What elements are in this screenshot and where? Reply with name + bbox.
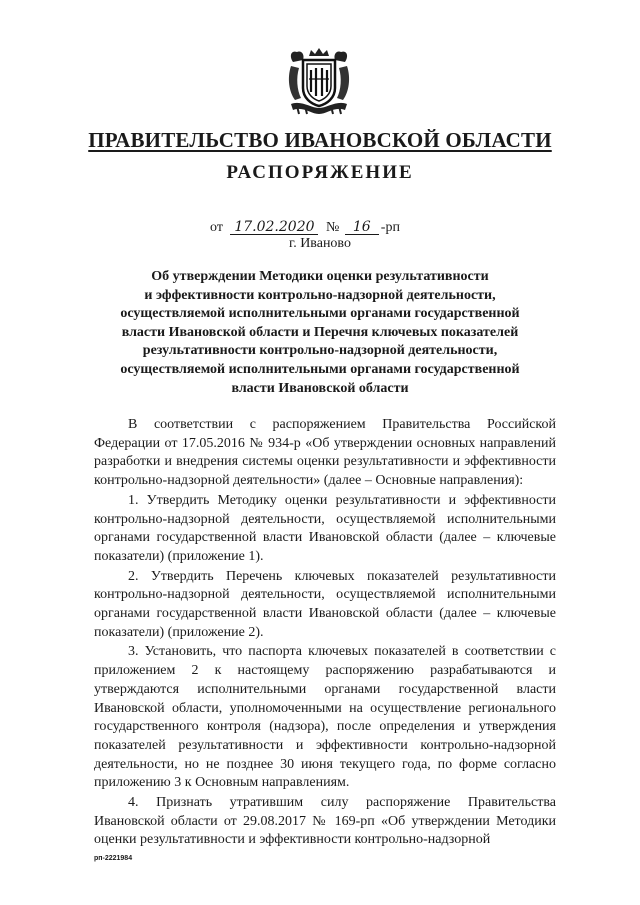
document-code: рп-2221984 [94, 855, 133, 862]
body-paragraph: В соответствии с распоряжением Правительства Российской Федерации от 17.05.2016 № 934-р «Об утверждении основных направлений разработки и внедрения системы оценки результативности и эффективности контрольно-надзорной деятельности» (далее – Основные направления): [94, 417, 556, 489]
handwritten-number: 16 [345, 220, 379, 235]
date-number-line [210, 220, 470, 236]
document-subject [118, 268, 522, 398]
document-body [94, 416, 556, 850]
organization-title: ПРАВИТЕЛЬСТВО ИВАНОВСКОЙ ОБЛАСТИ [88, 128, 552, 152]
body-paragraph: 1. Утвердить Методику оценки результативности и эффективности контрольно-надзорной деятельности, осуществляемой исполнительными органами государственной власти Ивановской области (далее – ключевые показатели) (приложение 1). [94, 492, 556, 564]
body-paragraph: 2. Утвердить Перечень ключевых показателей результативности контрольно-надзорной деятельности, осуществляемой исполнительными органами государственной власти Ивановской области (далее – ключевые показатели) (приложение 2). [94, 568, 556, 640]
document-type: РАСПОРЯЖЕНИЕ [226, 162, 414, 183]
coat-of-arms-icon [287, 48, 351, 116]
subject-line: осуществляемой исполнительными органами государственной [120, 306, 520, 322]
subject-line: результативности контрольно-надзорной деятельности, [142, 343, 498, 359]
number-sign: № [325, 220, 340, 235]
subject-line: Об утверждении Методики оценки результативности [151, 269, 489, 284]
date-prefix: от [210, 220, 223, 235]
subject-line: осуществляемой исполнительными органами государственной [120, 361, 520, 377]
handwritten-date: 17.02.2020 [230, 220, 318, 235]
city: г. Иваново [289, 236, 351, 251]
body-paragraph: 4. Признать утратившим силу распоряжение Правительства Ивановской области от 29.08.2017 № 169-рп «Об утверждении Методики оценки результативности и эффективности контрольно-надзорной [94, 795, 556, 848]
number-suffix: -рп [380, 220, 400, 235]
subject-line: власти Ивановской области и Перечня ключевых показателей [121, 324, 519, 340]
subject-line: власти Ивановской области [231, 380, 409, 396]
subject-line: и эффективности контрольно-надзорной деятельности, [144, 287, 496, 303]
body-paragraph: 3. Установить, что паспорта ключевых показателей в соответствии с приложением 2 к настоящему распоряжению разрабатываются и утверждаются исполнительными органами государственной власти Ивановской области, уполномоченными на осуществление регионального государственного контроля (надзора), после определения и утверждения показателей результативности и эффективности контрольно-надзорной деятельности, но не позднее 30 июня текущего года, по форме согласно приложению 3 к Основным направлениям. [94, 644, 556, 791]
